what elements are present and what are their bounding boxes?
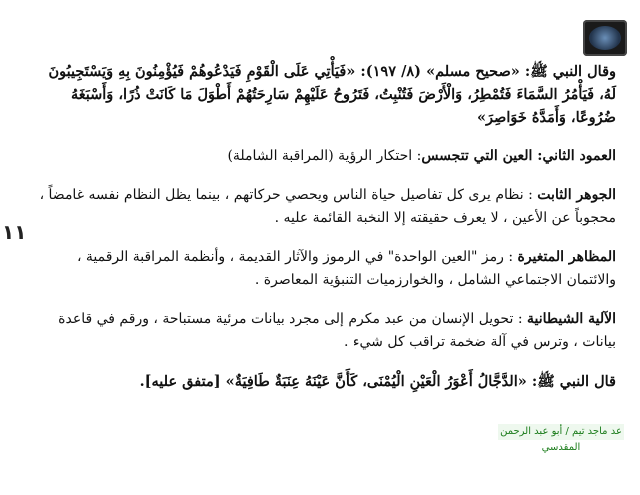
hadith-2-prefix: قال النبي ﷺ:: [526, 373, 616, 390]
column-two-label: العمود الثاني: العين التي تتجسس: [421, 148, 616, 164]
manifestations-label: المظاهر المتغيرة: [517, 249, 616, 265]
column-two-heading: [28, 145, 616, 168]
essence-label: الجوهر الثابت: [537, 187, 616, 203]
mechanism-label: الآلية الشيطانية: [527, 311, 616, 327]
hadith-paragraph-1: [28, 60, 616, 129]
page-number: ١١: [2, 220, 27, 244]
essence-paragraph: [28, 184, 616, 230]
essence-text: : نظام يرى كل تفاصيل حياة الناس ويحصي حركاتهم ، بينما يظل النظام نفسه غامضاً ، محجوباً عن الأعين ، لا يعرف حقيقته إلا النخبة القائمة عليه .: [39, 187, 616, 226]
author-credit: عد ماجد تيم / أبو عبد الرحمن المقدسي: [498, 424, 624, 440]
document-body: [28, 60, 616, 399]
hadith-1-text: «فَيَأْتِي عَلَى الْقَوْمِ فَيَدْعُوهُمْ فَيُؤْمِنُونَ بِهِ وَيَسْتَجِيبُونَ لَهُ، فَيَأْمُرُ السَّمَاءَ فَتُمْطِرُ، وَالْأَرْضَ فَتُنْبِتُ، فَتَرُوحُ عَلَيْهِمْ سَارِحَتُهُمْ أَطْوَلَ مَا كَانَتْ ذُرًا، وَأَسْبَغَهُ ضُرُوعًا، وَأَمَدَّهُ خَوَاصِرَ»: [48, 63, 616, 126]
manifestations-text: : رمز "العين الواحدة" في الرموز والآثار القديمة ، وأنظمة المراقبة الرقمية ، والائتمان الاجتماعي الشامل ، والخوارزميات التنبؤية المعاصرة .: [76, 249, 616, 288]
mechanism-paragraph: [28, 308, 616, 354]
mechanism-text: : تحويل الإنسان من عبد مكرم إلى مجرد بيانات مرئية مستباحة ، ورقم في قاعدة بيانات ، وترس في آلة ضخمة تراقب كل شيء .: [58, 311, 616, 350]
hadith-2-text: «الدَّجَّالُ أَعْوَرُ الْعَيْنِ الْيُمْنَى، كَأَنَّ عَيْنَهُ عِنَبَةٌ طَافِيَةٌ» [متفق عليه].: [139, 373, 527, 390]
manifestations-paragraph: [28, 246, 616, 292]
hadith-1-prefix: وقال النبي ﷺ: «صحيح مسلم» (٨/ ١٩٧):: [355, 63, 616, 80]
hadith-paragraph-2: [28, 370, 616, 393]
publisher-logo: [583, 20, 627, 56]
column-two-value: : احتكار الرؤية (المراقبة الشاملة): [227, 148, 422, 164]
